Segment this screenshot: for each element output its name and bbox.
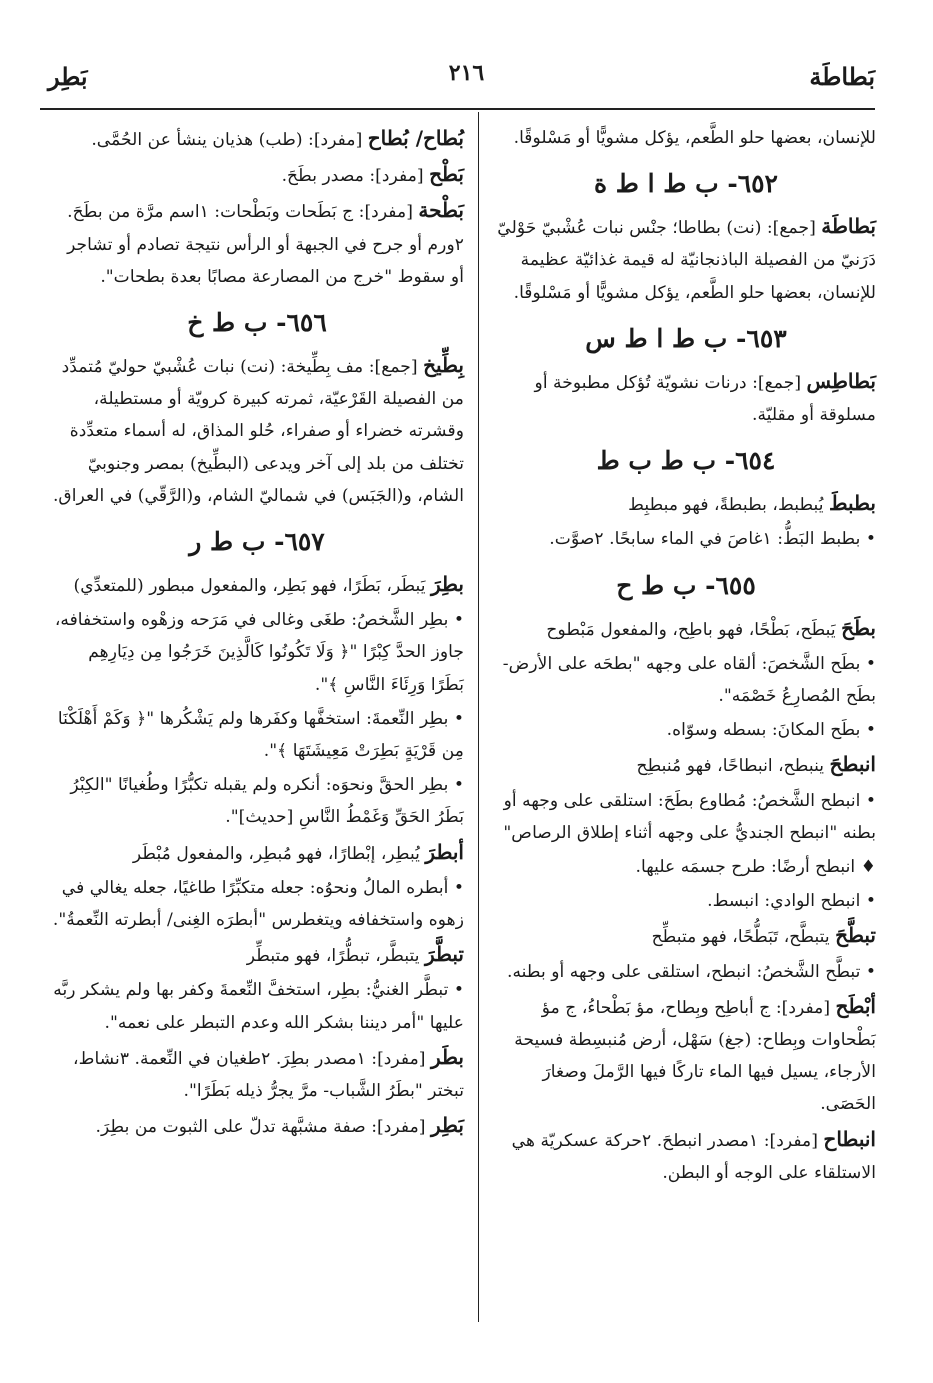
entry-paragraph <box>50 604 464 701</box>
entry-paragraph <box>50 836 464 870</box>
entry-text: يُبطِر، إبْطارًا، فهو مُبطِر، والمفعول مُبْطَر <box>132 843 426 864</box>
column-divider <box>478 112 479 1322</box>
entry-text: ♦ انبطح أرضًا: طرح جسمَه عليها. <box>635 857 876 878</box>
entry-paragraph <box>496 523 876 555</box>
entry-headword: أبْطَح <box>835 993 876 1018</box>
entry-text: [جمع]: مف بِطِّيخة: (نت) نبات عُشْبيّ حوليّ مُتمدِّد من الفصيلة القَرْعيّة، ثمرته كبيرة كرويّة أو مستطيلة، وقشرته خضراء أو صفراء، حُلو المذاق، له أسماء متعدِّدة تختلف من بلد إلى آخر ويدعى (البطِّيخ) بمصر وجنوبيّ الشام، و(الجَبَس) في شماليّ الشام، و(الرَّقّي) في العراق. <box>52 357 464 506</box>
root-heading: ٦٥٤- ب ط ب ط <box>596 446 776 476</box>
entry-paragraph <box>496 990 876 1121</box>
entry-text: • بطِر الشَّخصُ: طغَى وغالى في مَرَحه وزهْوه واستخفافه، جاوز الحدَّ كِبْرًا "﴿ وَلَا تَكُونُوا كَالَّذِينَ خَرَجُوا مِن دِيَارِهِم بَطَرًا وَرِئَاءَ النَّاسِ ﴾". <box>54 610 464 695</box>
entry-headword: بَطِر <box>430 1113 464 1138</box>
header-rule <box>40 108 875 110</box>
entry-text: [مفرد]: (طب) هذيان ينشأ عن الحُمَّى. <box>91 130 368 150</box>
entry-paragraph <box>50 122 464 156</box>
entry-text: • بطِر الحقَّ ونحوَه: أنكره ولم يقبله تكبُّرًا وطُغيانًا "الكِبْرُ بَطَرُ الحَقِّ وَغَمْطُ النَّاسِ [حديث]". <box>70 775 464 828</box>
left-column <box>50 122 464 1145</box>
entry-paragraph <box>496 785 876 849</box>
entry-text: ينبطح، انبطاحًا، فهو مُنبطِح <box>636 756 830 777</box>
entry-paragraph <box>50 938 464 972</box>
entry-headword: بطَر <box>430 1044 464 1069</box>
right-column <box>496 122 876 1191</box>
entry-paragraph <box>496 122 876 154</box>
entry-headword: بطَحَ <box>841 615 876 640</box>
entry-text: [جمع]: (نت) بطاطا؛ جنْس نبات عُشْبيّ حَوْليّ دَرَنيّ من الفصيلة الباذنجانيّة له قيمة غذائيّة عظيمة للإنسان، بعضها حلو الطَّعم، يؤكل مشويًّا أو مَسْلوقًا. <box>497 218 876 303</box>
root-heading: ٦٥٧- ب ط ر <box>189 527 325 557</box>
root-heading: ٦٥٥- ب ط ح <box>616 570 756 600</box>
root-heading: ٦٥٦- ب ط خ <box>187 308 327 338</box>
entry-headword: بَطْح <box>429 162 464 187</box>
entry-headword: تبطَّرَ <box>424 942 464 967</box>
entry-headword: أبطرَ <box>425 839 464 864</box>
entry-paragraph <box>496 487 876 521</box>
entry-text: • تبطَّح الشَّخصُ: انبطح، استلقى على وجهه أو بطنه. <box>506 961 876 982</box>
entry-headword: بَطاطَة <box>821 214 876 239</box>
entry-text: • أبطره المالُ ونحوُه: جعله متكبِّرًا طاغيًا، جعله يغالي في زهوه واستخفافه ويتغطرس "أبطرَه الغِنى/ أبطرته النِّعمةُ". <box>52 877 464 931</box>
entry-headword: بطبطَ <box>829 491 876 516</box>
entry-text: يَبطَر، بَطَرًا، فهو بَطِر، والمفعول مبطور (للمتعدِّي) <box>73 576 431 597</box>
entry-text: [مفرد]: ١مصدر انبطحَ. ٢حركة عسكريّة هي الاستلقاء على الوجه أو البطن. <box>511 1130 876 1183</box>
entry-headword: بطِرَ <box>430 572 464 597</box>
entry-text: [مفرد]: ج بَطَحات وبَطْحات: ١اسم مرَّة من بطَحَ. ٢ورم أو جرح في الجبهة أو الرأس نتيجة تصادم أو تشاجر أو سقوط "خرج من المصارعة مصابًا بعدة بطحات". <box>67 202 464 287</box>
entry-text: • تبطَّر الغنيُّ: بطِر، استخفَّ النِّعمةَ وكفر بها ولم يشكر ربَّه عليها "أمر ديننا بشكر الله وعدم التبطر على نعمه". <box>53 980 464 1033</box>
entry-paragraph <box>50 769 464 833</box>
entry-paragraph <box>50 974 464 1038</box>
entry-paragraph <box>50 194 464 293</box>
entry-text: يتبطَّر، تبطُّرًا، فهو متبطِّر <box>246 946 425 967</box>
root-heading: ٦٥٢- ب ط ا ط ة <box>593 169 778 199</box>
entry-paragraph <box>496 919 876 953</box>
entry-headword: بَطاطِس <box>806 368 876 393</box>
entry-paragraph <box>50 1041 464 1107</box>
entry-headword: انبطحَ <box>829 752 876 777</box>
header-right-guide-word: بَطاطَة <box>809 62 875 91</box>
entry-text: للإنسان، بعضها حلو الطَّعم، يؤكل مشويًّا أو مَسْلوقًا. <box>513 128 876 148</box>
entry-paragraph <box>50 703 464 767</box>
entry-paragraph <box>496 210 876 309</box>
entry-text: [مفرد]: صفة مشبَّهة تدلّ على الثبوت من بطِرَ. <box>95 1117 431 1138</box>
entry-text: • بطَح الشَّخصَ: ألقاه على وجهه "بطحَه على الأرض- بطَح المُصارِعُ خَصْمَه". <box>502 653 876 707</box>
entry-text: يَبطَح، بَطْحًا، فهو باطِح، والمفعول مَبْطوح <box>546 619 842 640</box>
entry-headword: بِطِّيخ <box>423 353 464 378</box>
entry-paragraph <box>496 365 876 431</box>
entry-paragraph <box>496 714 876 746</box>
entry-text: [مفرد]: ج أباطِح وبِطاح، مؤ بَطْحاءُ، ج مؤ بَطْحاوات وبِطاح: (جغ) سَهْل، أرض مُنبسِطة فسيحة الأرجاء، يسيل فيها الماء تاركًا فيها الرَّملَ وصغارَ الحَصَى. <box>514 997 876 1115</box>
entry-text: يُبطبط، بطبطةً، فهو مبطبِط <box>628 495 829 516</box>
entry-text: [جمع]: درنات نشويّة تُؤكل مطبوخة أو مسلوقة أو مقليّة. <box>534 372 876 426</box>
entry-paragraph <box>496 1123 876 1189</box>
entry-headword: انبطاح <box>823 1126 876 1151</box>
entry-text: • بطِر النِّعمةَ: استخفَّها وكفَرها ولم يَشْكُرها "﴿ وَكَمْ أَهْلَكْنَا مِن قَرْيَةٍ بَطِرَتْ مَعِيشَتَهَا ﴾". <box>57 708 464 762</box>
entry-paragraph <box>50 872 464 936</box>
entry-headword: بَطْحة <box>418 198 464 223</box>
header-left-guide-word: بَطِر <box>48 62 88 91</box>
entry-paragraph <box>496 956 876 988</box>
entry-text: • بطبط البَطُّ: ١غاصَ في الماء سابحًا. ٢صوَّت. <box>549 529 876 550</box>
entry-paragraph <box>496 851 876 883</box>
entry-paragraph <box>496 648 876 712</box>
page-number: ٢١٦ <box>448 60 485 86</box>
entry-text: [مفرد]: ١مصدر بطِرَ. ٢طغيان في النِّعمة. ٣نشاط، تبختر "بطَرُ الشَّباب- مرَّ يجرُّ ذيله بَطَرًا". <box>73 1048 464 1102</box>
entry-text: [مفرد]: مصدر بطَحَ. <box>281 166 430 187</box>
entry-paragraph <box>50 1109 464 1143</box>
entry-paragraph <box>50 158 464 192</box>
root-heading: ٦٥٣- ب ط ا ط س <box>585 323 787 353</box>
entry-text: • انبطح الشَّخصُ: مُطاوع بطَحَ: استلقى على وجهه أو بطنه "انبطح الجنديُّ على وجهه أثناء إطلاق الرصاص" <box>503 790 876 843</box>
entry-paragraph <box>496 748 876 782</box>
entry-text: يتبطَّح، تَبَطُّحًا، فهو متبطِّح <box>651 927 836 948</box>
entry-headword: بُطاح/ بُطاح <box>367 126 464 150</box>
entry-paragraph <box>50 349 464 512</box>
entry-paragraph <box>50 568 464 602</box>
entry-paragraph <box>496 612 876 646</box>
entry-paragraph <box>496 885 876 917</box>
entry-headword: تبطَّحَ <box>835 923 876 948</box>
entry-text: • بطَح المكانَ: بسطه وسوّاه. <box>666 720 876 741</box>
entry-text: • انبطح الوادي: انبسط. <box>707 891 876 912</box>
